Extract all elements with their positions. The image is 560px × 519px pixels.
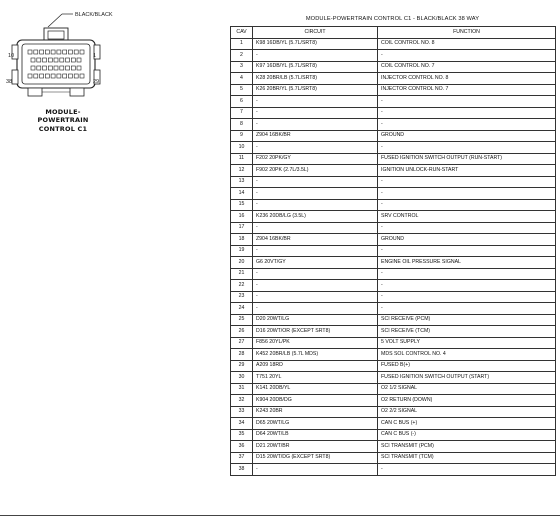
pin-cavity bbox=[77, 58, 81, 62]
cell-function: - bbox=[378, 280, 556, 292]
pin-cavity bbox=[31, 58, 35, 62]
cell-function: SRV CONTROL bbox=[378, 211, 556, 223]
header-circuit: CIRCUIT bbox=[253, 27, 378, 39]
pin-cavity bbox=[43, 58, 47, 62]
table-row bbox=[231, 303, 556, 315]
cell-cav: 24 bbox=[231, 303, 253, 315]
pin-cavity bbox=[71, 66, 75, 70]
pinout-table bbox=[230, 26, 556, 476]
cell-circuit: D20 20WT/LG bbox=[253, 314, 378, 326]
pin-cavity bbox=[45, 50, 49, 54]
connector-name-line: CONTROL C1 bbox=[38, 124, 88, 133]
cell-function: CAN C BUS (+) bbox=[378, 418, 556, 430]
cell-circuit: D15 20WT/DG (EXCEPT SRT8) bbox=[253, 452, 378, 464]
cell-cav: 19 bbox=[231, 245, 253, 257]
cell-circuit: K904 20DB/DG bbox=[253, 395, 378, 407]
cell-cav: 5 bbox=[231, 84, 253, 96]
cell-circuit: K452 20BR/LB (5.7L MDS) bbox=[253, 349, 378, 361]
cell-cav: 15 bbox=[231, 199, 253, 211]
cell-circuit: K243 20BR bbox=[253, 406, 378, 418]
cell-cav: 10 bbox=[231, 142, 253, 154]
pin-cavity bbox=[57, 50, 61, 54]
cell-cav: 14 bbox=[231, 188, 253, 200]
page-bottom-rule bbox=[0, 515, 560, 516]
pin-cavity bbox=[71, 58, 75, 62]
cell-cav: 9 bbox=[231, 130, 253, 142]
cell-function: - bbox=[378, 291, 556, 303]
cell-circuit: D64 20WT/LB bbox=[253, 429, 378, 441]
cell-circuit: F856 20YL/PK bbox=[253, 337, 378, 349]
cell-function: - bbox=[378, 222, 556, 234]
pin-cavity bbox=[63, 74, 67, 78]
table-row bbox=[231, 96, 556, 108]
pin-cavity bbox=[51, 50, 55, 54]
cell-function: GROUND bbox=[378, 130, 556, 142]
cell-cav: 32 bbox=[231, 395, 253, 407]
table-row bbox=[231, 107, 556, 119]
cell-circuit: K28 20BR/LB (5.7L/SRT8) bbox=[253, 73, 378, 85]
table-row bbox=[231, 452, 556, 464]
cell-function: - bbox=[378, 245, 556, 257]
cell-function: - bbox=[378, 303, 556, 315]
pin-cavity bbox=[31, 66, 35, 70]
pin-cavity bbox=[51, 74, 55, 78]
cell-circuit: K141 20DB/YL bbox=[253, 383, 378, 395]
cell-cav: 11 bbox=[231, 153, 253, 165]
pin-cavity bbox=[34, 50, 38, 54]
cell-cav: 20 bbox=[231, 257, 253, 269]
table-row bbox=[231, 165, 556, 177]
cell-circuit: - bbox=[253, 303, 378, 315]
cell-circuit: Z904 16BK/BR bbox=[253, 130, 378, 142]
table-row bbox=[231, 464, 556, 476]
cell-circuit: D16 20WT/OR (EXCEPT SRT8) bbox=[253, 326, 378, 338]
table-row bbox=[231, 84, 556, 96]
cell-circuit: F202 20PK/GY bbox=[253, 153, 378, 165]
cell-circuit: - bbox=[253, 142, 378, 154]
cell-cav: 29 bbox=[231, 360, 253, 372]
cell-cav: 17 bbox=[231, 222, 253, 234]
cell-function: SCI TRANSMIT (TCM) bbox=[378, 452, 556, 464]
table-row bbox=[231, 73, 556, 85]
cell-function: - bbox=[378, 176, 556, 188]
cell-cav: 7 bbox=[231, 107, 253, 119]
pin-cavity bbox=[54, 58, 58, 62]
cell-function: - bbox=[378, 199, 556, 211]
cell-cav: 38 bbox=[231, 464, 253, 476]
table-row bbox=[231, 441, 556, 453]
pin-cavity bbox=[66, 66, 70, 70]
pin-cavity bbox=[57, 74, 61, 78]
cell-circuit: F902 20PK (2.7L/3.5L) bbox=[253, 165, 378, 177]
pin-label-10: 10 bbox=[8, 53, 15, 59]
cell-function: O2 RETURN (DOWN) bbox=[378, 395, 556, 407]
cell-cav: 16 bbox=[231, 211, 253, 223]
pin-label-1: 1 bbox=[93, 53, 97, 59]
cell-circuit: - bbox=[253, 107, 378, 119]
cell-function: SCI RECEIVE (TCM) bbox=[378, 326, 556, 338]
pin-cavity bbox=[40, 74, 44, 78]
pin-cavity bbox=[60, 66, 64, 70]
pin-cavity bbox=[60, 58, 64, 62]
pin-cavity bbox=[77, 66, 81, 70]
cell-function: FUSED IGNITION SWITCH OUTPUT (START) bbox=[378, 372, 556, 384]
cell-function: INJECTOR CONTROL NO. 8 bbox=[378, 73, 556, 85]
cell-function: ENGINE OIL PRESSURE SIGNAL bbox=[378, 257, 556, 269]
cell-cav: 36 bbox=[231, 441, 253, 453]
cell-circuit: - bbox=[253, 119, 378, 131]
cell-function: COIL CONTROL NO. 8 bbox=[378, 38, 556, 50]
cell-function: COIL CONTROL NO. 7 bbox=[378, 61, 556, 73]
cell-function: FUSED IGNITION SWITCH OUTPUT (RUN-START) bbox=[378, 153, 556, 165]
cell-circuit: T751 20YL bbox=[253, 372, 378, 384]
pin-cavity bbox=[37, 66, 41, 70]
cell-cav: 27 bbox=[231, 337, 253, 349]
cell-circuit: K26 20BR/YL (5.7L/SRT8) bbox=[253, 84, 378, 96]
table-row bbox=[231, 50, 556, 62]
cell-function: - bbox=[378, 188, 556, 200]
cell-circuit: K97 16DB/YL (5.7L/SRT8) bbox=[253, 61, 378, 73]
pin-cavity bbox=[63, 50, 67, 54]
cell-circuit: - bbox=[253, 188, 378, 200]
table-row bbox=[231, 326, 556, 338]
table-row bbox=[231, 372, 556, 384]
table-row bbox=[231, 418, 556, 430]
cell-cav: 12 bbox=[231, 165, 253, 177]
connector-name bbox=[20, 108, 106, 133]
cell-cav: 33 bbox=[231, 406, 253, 418]
cell-function: - bbox=[378, 107, 556, 119]
cell-cav: 28 bbox=[231, 349, 253, 361]
table-row bbox=[231, 280, 556, 292]
table-row bbox=[231, 222, 556, 234]
cell-circuit: K236 20DB/LG (3.5L) bbox=[253, 211, 378, 223]
cell-cav: 21 bbox=[231, 268, 253, 280]
cell-circuit: - bbox=[253, 291, 378, 303]
table-row bbox=[231, 188, 556, 200]
connector-diagram bbox=[0, 0, 130, 160]
table-header-row bbox=[231, 27, 556, 39]
table-row bbox=[231, 119, 556, 131]
table-row bbox=[231, 383, 556, 395]
cell-circuit: - bbox=[253, 199, 378, 211]
cell-circuit: - bbox=[253, 96, 378, 108]
connector-name-line: POWERTRAIN bbox=[37, 116, 89, 125]
table-row bbox=[231, 406, 556, 418]
cell-cav: 35 bbox=[231, 429, 253, 441]
table-row bbox=[231, 245, 556, 257]
table-row bbox=[231, 61, 556, 73]
cell-function: 5 VOLT SUPPLY bbox=[378, 337, 556, 349]
cell-function: INJECTOR CONTROL NO. 7 bbox=[378, 84, 556, 96]
pin-cavity bbox=[54, 66, 58, 70]
table-row bbox=[231, 291, 556, 303]
table-row bbox=[231, 360, 556, 372]
cell-circuit: Z904 16BK/BR bbox=[253, 234, 378, 246]
cell-function: - bbox=[378, 268, 556, 280]
cell-cav: 34 bbox=[231, 418, 253, 430]
cell-cav: 2 bbox=[231, 50, 253, 62]
cell-function: O2 1/2 SIGNAL bbox=[378, 383, 556, 395]
cell-cav: 22 bbox=[231, 280, 253, 292]
pin-cavity bbox=[37, 58, 41, 62]
cell-circuit: - bbox=[253, 50, 378, 62]
cell-function: MDS SOL CONTROL NO. 4 bbox=[378, 349, 556, 361]
pin-cavity bbox=[68, 50, 72, 54]
cell-circuit: - bbox=[253, 222, 378, 234]
cell-function: CAN C BUS (-) bbox=[378, 429, 556, 441]
cell-cav: 26 bbox=[231, 326, 253, 338]
cell-circuit: - bbox=[253, 245, 378, 257]
cell-cav: 1 bbox=[231, 38, 253, 50]
cell-cav: 8 bbox=[231, 119, 253, 131]
header-function: FUNCTION bbox=[378, 27, 556, 39]
table-row bbox=[231, 429, 556, 441]
cell-function: - bbox=[378, 142, 556, 154]
table-row bbox=[231, 176, 556, 188]
cell-function: SCI TRANSMIT (PCM) bbox=[378, 441, 556, 453]
cell-circuit: - bbox=[253, 268, 378, 280]
table-row bbox=[231, 314, 556, 326]
table-row bbox=[231, 349, 556, 361]
pin-cavity bbox=[80, 50, 84, 54]
cell-cav: 30 bbox=[231, 372, 253, 384]
cell-circuit: - bbox=[253, 176, 378, 188]
table-row bbox=[231, 211, 556, 223]
table-row bbox=[231, 257, 556, 269]
cell-circuit: D65 20WT/LG bbox=[253, 418, 378, 430]
connector-color-label: BLACK/BLACK bbox=[75, 12, 113, 18]
table-title: MODULE-POWERTRAIN CONTROL C1 - BLACK/BLACK 38 WAY bbox=[305, 16, 480, 22]
cell-cav: 18 bbox=[231, 234, 253, 246]
cell-function: SCI RECEIVE (PCM) bbox=[378, 314, 556, 326]
table-row bbox=[231, 395, 556, 407]
cell-circuit: - bbox=[253, 464, 378, 476]
pin-cavity bbox=[45, 74, 49, 78]
pin-cavity bbox=[80, 74, 84, 78]
cell-function: IGNITION UNLOCK-RUN-START bbox=[378, 165, 556, 177]
pin-cavity bbox=[68, 74, 72, 78]
cell-cav: 23 bbox=[231, 291, 253, 303]
pin-cavity bbox=[74, 50, 78, 54]
pin-cavity bbox=[48, 58, 52, 62]
pin-label-38: 38 bbox=[6, 79, 13, 85]
table-row bbox=[231, 268, 556, 280]
cell-function: FUSED B(+) bbox=[378, 360, 556, 372]
pin-cavity bbox=[34, 74, 38, 78]
pin-cavity bbox=[40, 50, 44, 54]
cell-cav: 25 bbox=[231, 314, 253, 326]
cell-cav: 4 bbox=[231, 73, 253, 85]
pin-cavity bbox=[28, 74, 32, 78]
table-row bbox=[231, 38, 556, 50]
cell-function: - bbox=[378, 50, 556, 62]
cell-function: GROUND bbox=[378, 234, 556, 246]
cell-function: - bbox=[378, 464, 556, 476]
table-row bbox=[231, 142, 556, 154]
cell-cav: 31 bbox=[231, 383, 253, 395]
cell-circuit: D21 20WT/BR bbox=[253, 441, 378, 453]
pin-cavity bbox=[66, 58, 70, 62]
table-row bbox=[231, 199, 556, 211]
table-row bbox=[231, 153, 556, 165]
cell-cav: 13 bbox=[231, 176, 253, 188]
table-row bbox=[231, 337, 556, 349]
header-cav: CAV bbox=[231, 27, 253, 39]
cell-function: O2 2/2 SIGNAL bbox=[378, 406, 556, 418]
cell-cav: 3 bbox=[231, 61, 253, 73]
cell-circuit: G6 20VT/GY bbox=[253, 257, 378, 269]
cell-function: - bbox=[378, 96, 556, 108]
cell-cav: 6 bbox=[231, 96, 253, 108]
cell-cav: 37 bbox=[231, 452, 253, 464]
cell-circuit: - bbox=[253, 280, 378, 292]
table-row bbox=[231, 234, 556, 246]
pin-cavity bbox=[43, 66, 47, 70]
pin-cavity bbox=[48, 66, 52, 70]
cell-circuit: A209 18RD bbox=[253, 360, 378, 372]
cell-function: - bbox=[378, 119, 556, 131]
connector-name-line: MODULE- bbox=[45, 108, 81, 116]
table-body bbox=[231, 38, 556, 475]
table-row bbox=[231, 130, 556, 142]
pin-cavity bbox=[28, 50, 32, 54]
pin-cavity bbox=[74, 74, 78, 78]
cell-circuit: K98 16DB/YL (5.7L/SRT8) bbox=[253, 38, 378, 50]
pin-label-29: 29 bbox=[93, 79, 100, 85]
